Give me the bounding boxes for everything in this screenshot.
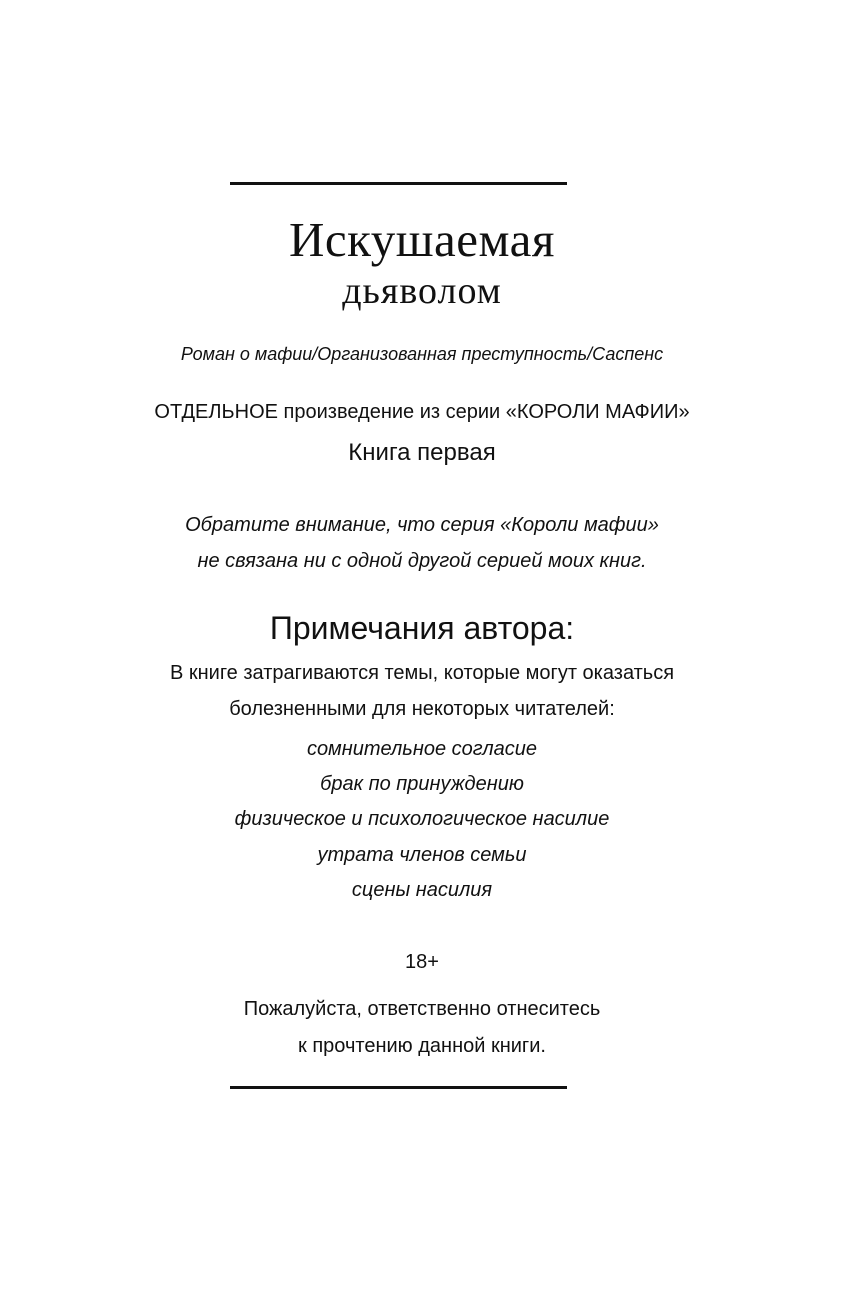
closing-line-1: Пожалуйста, ответственно отнеситесь [243,998,601,1020]
author-notes-intro-line-1: В книге затрагиваются темы, которые могут оказаться [169,662,675,684]
trigger-topic-item: сомнительное согласие [306,738,538,760]
closing-line-2: к прочтению данной книги. [298,1035,546,1057]
age-rating: 18+ [405,951,439,973]
bottom-divider [230,1086,567,1089]
author-notes-heading: Примечания автора: [269,610,575,646]
series-line: ОТДЕЛЬНОЕ произведение из серии «КОРОЛИ МАФИИ» [154,401,690,423]
series-note-line-2: не связана ни с одной другой серией моих книг. [197,550,647,572]
trigger-topic-item: утрата членов семьи [317,844,527,866]
trigger-topic-item: брак по принуждению [320,773,524,795]
genre-line: Роман о мафии/Организованная преступность/Саспенс [180,344,664,364]
book-number: Книга первая [348,439,496,466]
book-title: Искушаемая [289,212,555,267]
trigger-topic-item: сцены насилия [351,879,493,901]
top-divider [230,182,567,185]
book-title-second-line: дьяволом [342,270,502,312]
trigger-topic-item: физическое и психологическое насилие [234,808,610,830]
author-notes-intro-line-2: болезненными для некоторых читателей: [229,698,615,720]
series-note-line-1: Обратите внимание, что серия «Короли мафии» [185,514,659,536]
